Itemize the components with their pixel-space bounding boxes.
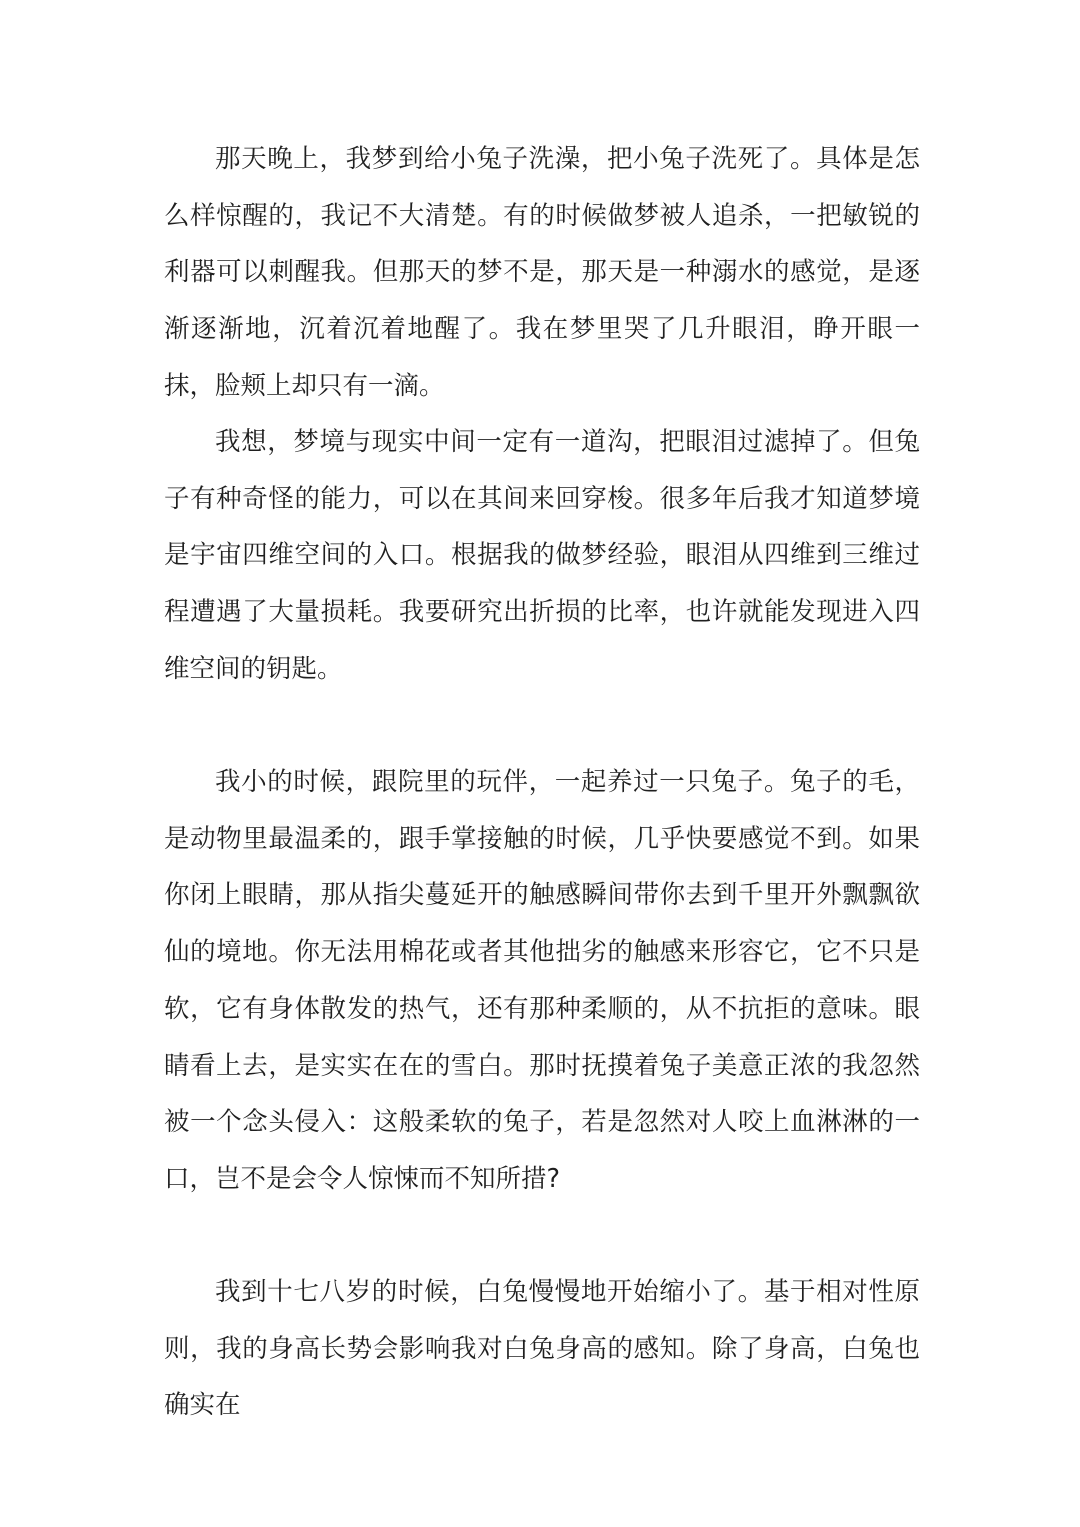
paragraph-3: 我小的时候，跟院里的玩伴，一起养过一只兔子。兔子的毛，是动物里最温柔的，跟手掌接触的时候，几乎快要感觉不到。如果你闭上眼睛，那从指尖蔓延开的触感瞬间带你去到千里开外飘飘欲仙的境地。你无法用棉花或者其他拙劣的触感来形容它，它不只是软，它有身体散发的热气，还有那种柔顺的，从不抗拒的意味。眼睛看上去，是实实在在的雪白。那时抚摸着兔子美意正浓的我忽然被一个念头侵入：这般柔软的兔子，若是忽然对人咬上血淋淋的一口，岂不是会令人惊悚而不知所措? — [164, 767, 920, 1194]
paragraph-2: 我想，梦境与现实中间一定有一道沟，把眼泪过滤掉了。但兔子有种奇怪的能力，可以在其间来回穿梭。很多年后我才知道梦境是宇宙四维空间的入口。根据我的做梦经验，眼泪从四维到三维过程遭遇了大量损耗。我要研究出折损的比率，也许就能发现进入四维空间的钥匙。 — [164, 427, 920, 684]
paragraph-1: 那天晚上，我梦到给小兔子洗澡，把小兔子洗死了。具体是怎么样惊醒的，我记不大清楚。有的时候做梦被人追杀，一把敏锐的利器可以刺醒我。但那天的梦不是，那天是一种溺水的感觉，是逐渐逐渐地，沉着沉着地醒了。我在梦里哭了几升眼泪，睁开眼一抹，脸颊上却只有一滴。 — [164, 144, 920, 401]
paragraph-4: 我到十七八岁的时候，白兔慢慢地开始缩小了。基于相对性原则，我的身高长势会影响我对白兔身高的感知。除了身高，白兔也确实在 — [164, 1277, 920, 1421]
